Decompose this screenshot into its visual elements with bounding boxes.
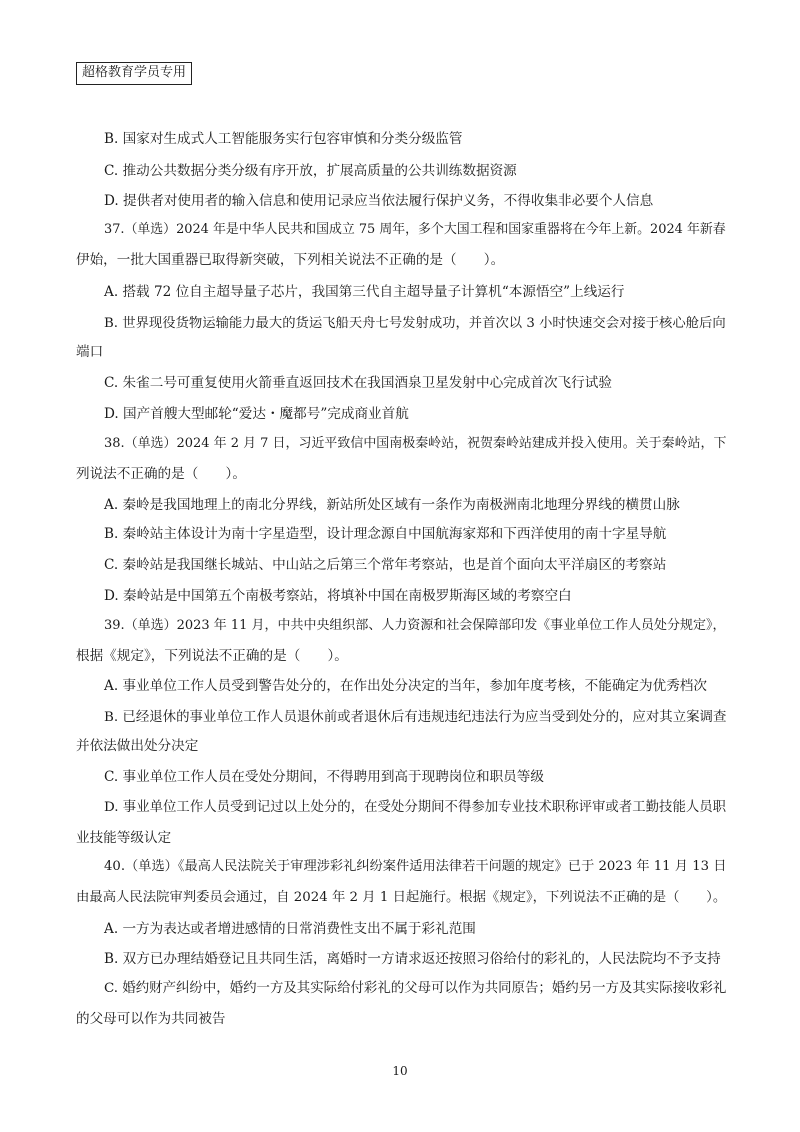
option-a-q40: A. 一方为表达或者增进感情的日常消费性支出不属于彩礼范围	[104, 921, 476, 937]
option-d-q38: D. 秦岭站是中国第五个南极考察站，将填补中国在南极罗斯海区域的考察空白	[104, 588, 572, 604]
option-d-q39-line-1: D. 事业单位工作人员受到记过以上处分的，在受处分期间不得参加专业技术职称评审或者工勤技能人员职	[104, 800, 727, 815]
option-b-q37-line-2: 端口	[76, 344, 104, 360]
option-b-q37-line-1: B. 世界现役货物运输能力最大的货运飞船天舟七号发射成功，并首次以 3 小时快速交会对接于核心舱后向	[104, 316, 726, 331]
option-a-q38: A. 秦岭是我国地理上的南北分界线，新站所处区域有一条作为南极洲南北地理分界线的横贯山脉	[104, 497, 680, 513]
option-c-q38: C. 秦岭站是我国继长城站、中山站之后第三个常年考察站，也是首个面向太平洋扇区的考察站	[104, 557, 667, 573]
question-40-line-1: 40.（单选）《最高人民法院关于审理涉彩礼纠纷案件适用法律若干问题的规定》已于 2023 年 11 月 13 日	[104, 859, 727, 874]
page-number: 10	[392, 1064, 408, 1078]
option-b-q38: B. 秦岭站主体设计为南十字星造型，设计理念源自中国航海家郑和下西洋使用的南十字星导航	[104, 526, 667, 542]
question-39-line-1: 39.（单选）2023 年 11 月，中共中央组织部、人力资源和社会保障部印发《事业单位工作人员处分规定》，	[104, 618, 726, 633]
question-37-line-2: 伊始，一批大国重器已取得新突破，下列相关说法不正确的是（ ）。	[76, 252, 505, 268]
option-d-q39-line-2: 业技能等级认定	[76, 830, 172, 846]
option-c-q37: C. 朱雀二号可重复使用火箭垂直返回技术在我国酒泉卫星发射中心完成首次飞行试验	[104, 375, 612, 391]
option-a-q37: A. 搭载 72 位自主超导量子芯片，我国第三代自主超导量子计算机“本源悟空”上线运行	[104, 284, 625, 300]
option-b-q36: B. 国家对生成式人工智能服务实行包容审慎和分类分级监管	[104, 131, 463, 147]
option-b-q40: B. 双方已办理结婚登记且共同生活，离婚时一方请求返还按照习俗给付的彩礼的，人民法院均不予支持	[104, 951, 721, 967]
option-c-q36: C. 推动公共数据分类分级有序开放，扩展高质量的公共训练数据资源	[104, 163, 517, 179]
question-40-line-2: 由最高人民法院审判委员会通过，自 2024 年 2 月 1 日起施行。根据《规定》，下列说法不正确的是（ ）。	[76, 890, 727, 905]
option-b-q39-line-2: 并依法做出处分决定	[76, 738, 199, 754]
question-37-line-1: 37.（单选）2024 年是中华人民共和国成立 75 周年，多个大国工程和国家重器将在今年上新。2024 年新春	[104, 222, 726, 237]
question-38-line-2: 列说法不正确的是（ ）。	[76, 466, 246, 482]
option-c-q40-line-2: 的父母可以作为共同被告	[76, 1011, 226, 1027]
question-38-line-1: 38.（单选）2024 年 2 月 7 日，习近平致信中国南极秦岭站，祝贺秦岭站建成并投入使用。关于秦岭站，下	[104, 436, 727, 451]
option-d-q37: D. 国产首艘大型邮轮“爱达・魔都号”完成商业首航	[104, 406, 409, 422]
question-39-line-2: 根据《规定》，下列说法不正确的是（ ）。	[76, 648, 348, 664]
option-c-q39: C. 事业单位工作人员在受处分期间，不得聘用到高于现聘岗位和职员等级	[104, 769, 544, 785]
header-label: 超格教育学员专用	[76, 62, 192, 85]
option-b-q39-line-1: B. 已经退休的事业单位工作人员退休前或者退休后有违规违纪违法行为应当受到处分的，应对其立案调查	[104, 710, 727, 725]
option-d-q36: D. 提供者对使用者的输入信息和使用记录应当依法履行保护义务，不得收集非必要个人信息	[104, 193, 654, 209]
option-c-q40-line-1: C. 婚约财产纠纷中，婚约一方及其实际给付彩礼的父母可以作为共同原告；婚约另一方及其实际接收彩礼	[104, 981, 727, 996]
option-a-q39: A. 事业单位工作人员受到警告处分的，在作出处分决定的当年，参加年度考核，不能确定为优秀档次	[104, 678, 707, 694]
